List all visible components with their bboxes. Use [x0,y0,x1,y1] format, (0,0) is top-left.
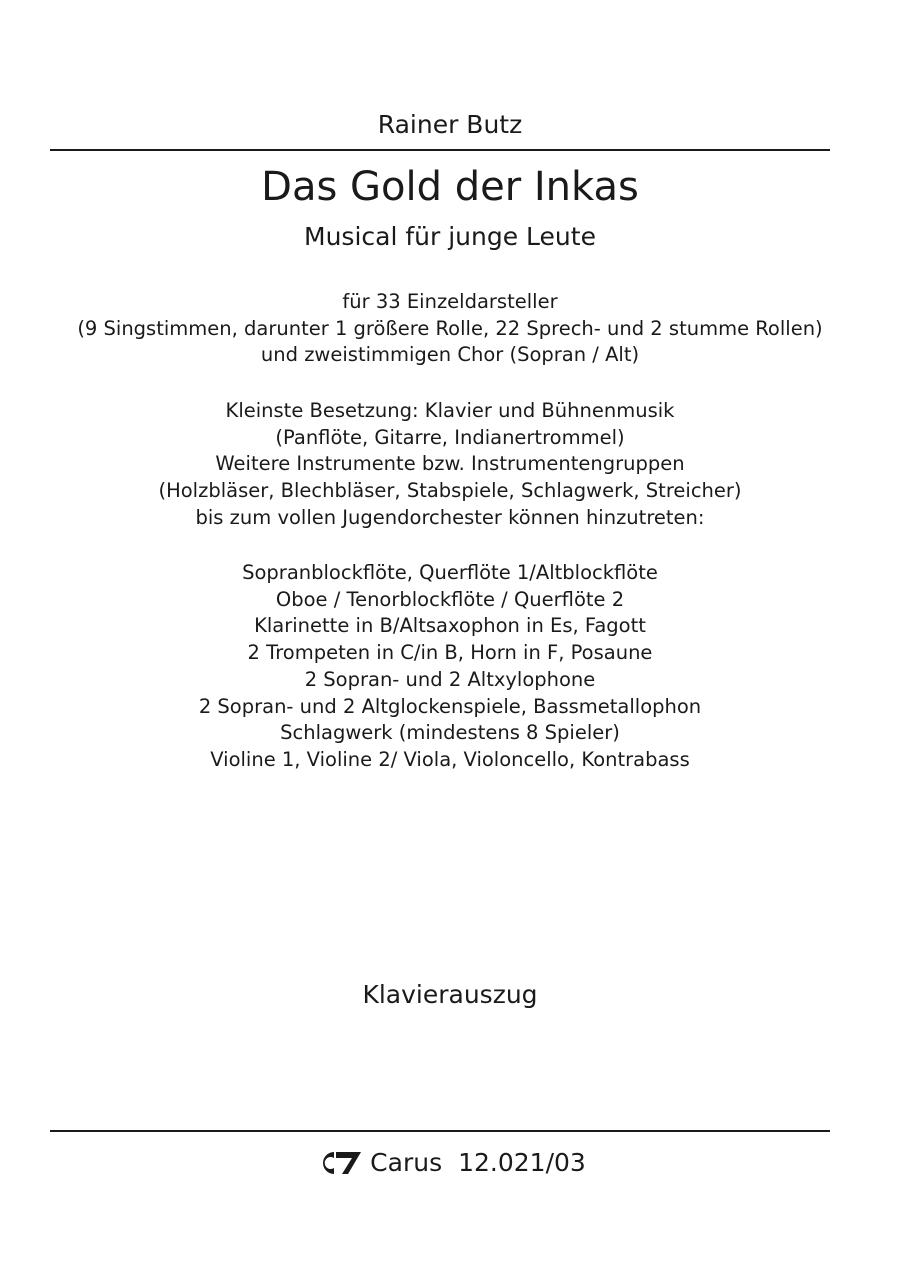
scoring-description [0,398,900,532]
instrument-line: Sopranblockflöte, Querflöte 1/Altblockflöte [242,561,658,584]
composer-name: Rainer Butz [377,110,523,139]
bottom-divider [50,1130,830,1132]
instrument-line: Klarinette in B/Altsaxophon in Es, Fagott [254,614,646,638]
carus-logo-icon [314,1150,362,1176]
instrument-line: 2 Sopran- und 2 Altxylophone [304,667,596,691]
instrument-list [0,560,900,774]
scoring-line: Kleinste Besetzung: Klavier und Bühnenmusik [225,399,675,422]
instrument-line: Schlagwerk (mindestens 8 Spieler) [280,721,620,745]
catalog-number: 12.021/03 [458,1148,586,1177]
scoring-line: bis zum vollen Jugendorchester können hinzutreten: [195,505,705,529]
instrument-line: Violine 1, Violine 2/ Viola, Violoncello, Kontrabass [210,747,690,771]
work-title: Das Gold der Inkas [261,164,639,210]
instrument-line: 2 Sopran- und 2 Altglockenspiele, Bassmetallophon [198,694,702,718]
cast-line: für 33 Einzeldarsteller [342,290,558,313]
work-subtitle: Musical für junge Leute [304,222,596,251]
scoring-line: (Holzbläser, Blechbläser, Stabspiele, Schlagwerk, Streicher) [158,479,742,503]
top-divider [50,149,830,151]
scoring-line: (Panflöte, Gitarre, Indianertrommel) [275,425,625,449]
publisher-name: Carus [370,1148,443,1177]
instrument-line: 2 Trompeten in C/in B, Horn in F, Posaune [247,641,653,665]
cast-line: und zweistimmigen Chor (Sopran / Alt) [260,343,640,367]
cast-line: (9 Singstimmen, darunter 1 größere Rolle, 22 Sprech- und 2 stumme Rollen) [77,316,823,340]
cast-description [0,289,900,369]
instrument-line: Oboe / Tenorblockflöte / Querflöte 2 [275,587,625,611]
edition-label: Klavierauszug [362,980,538,1009]
scoring-line: Weitere Instrumente bzw. Instrumentengruppen [215,452,685,476]
publisher-line [0,1148,900,1177]
